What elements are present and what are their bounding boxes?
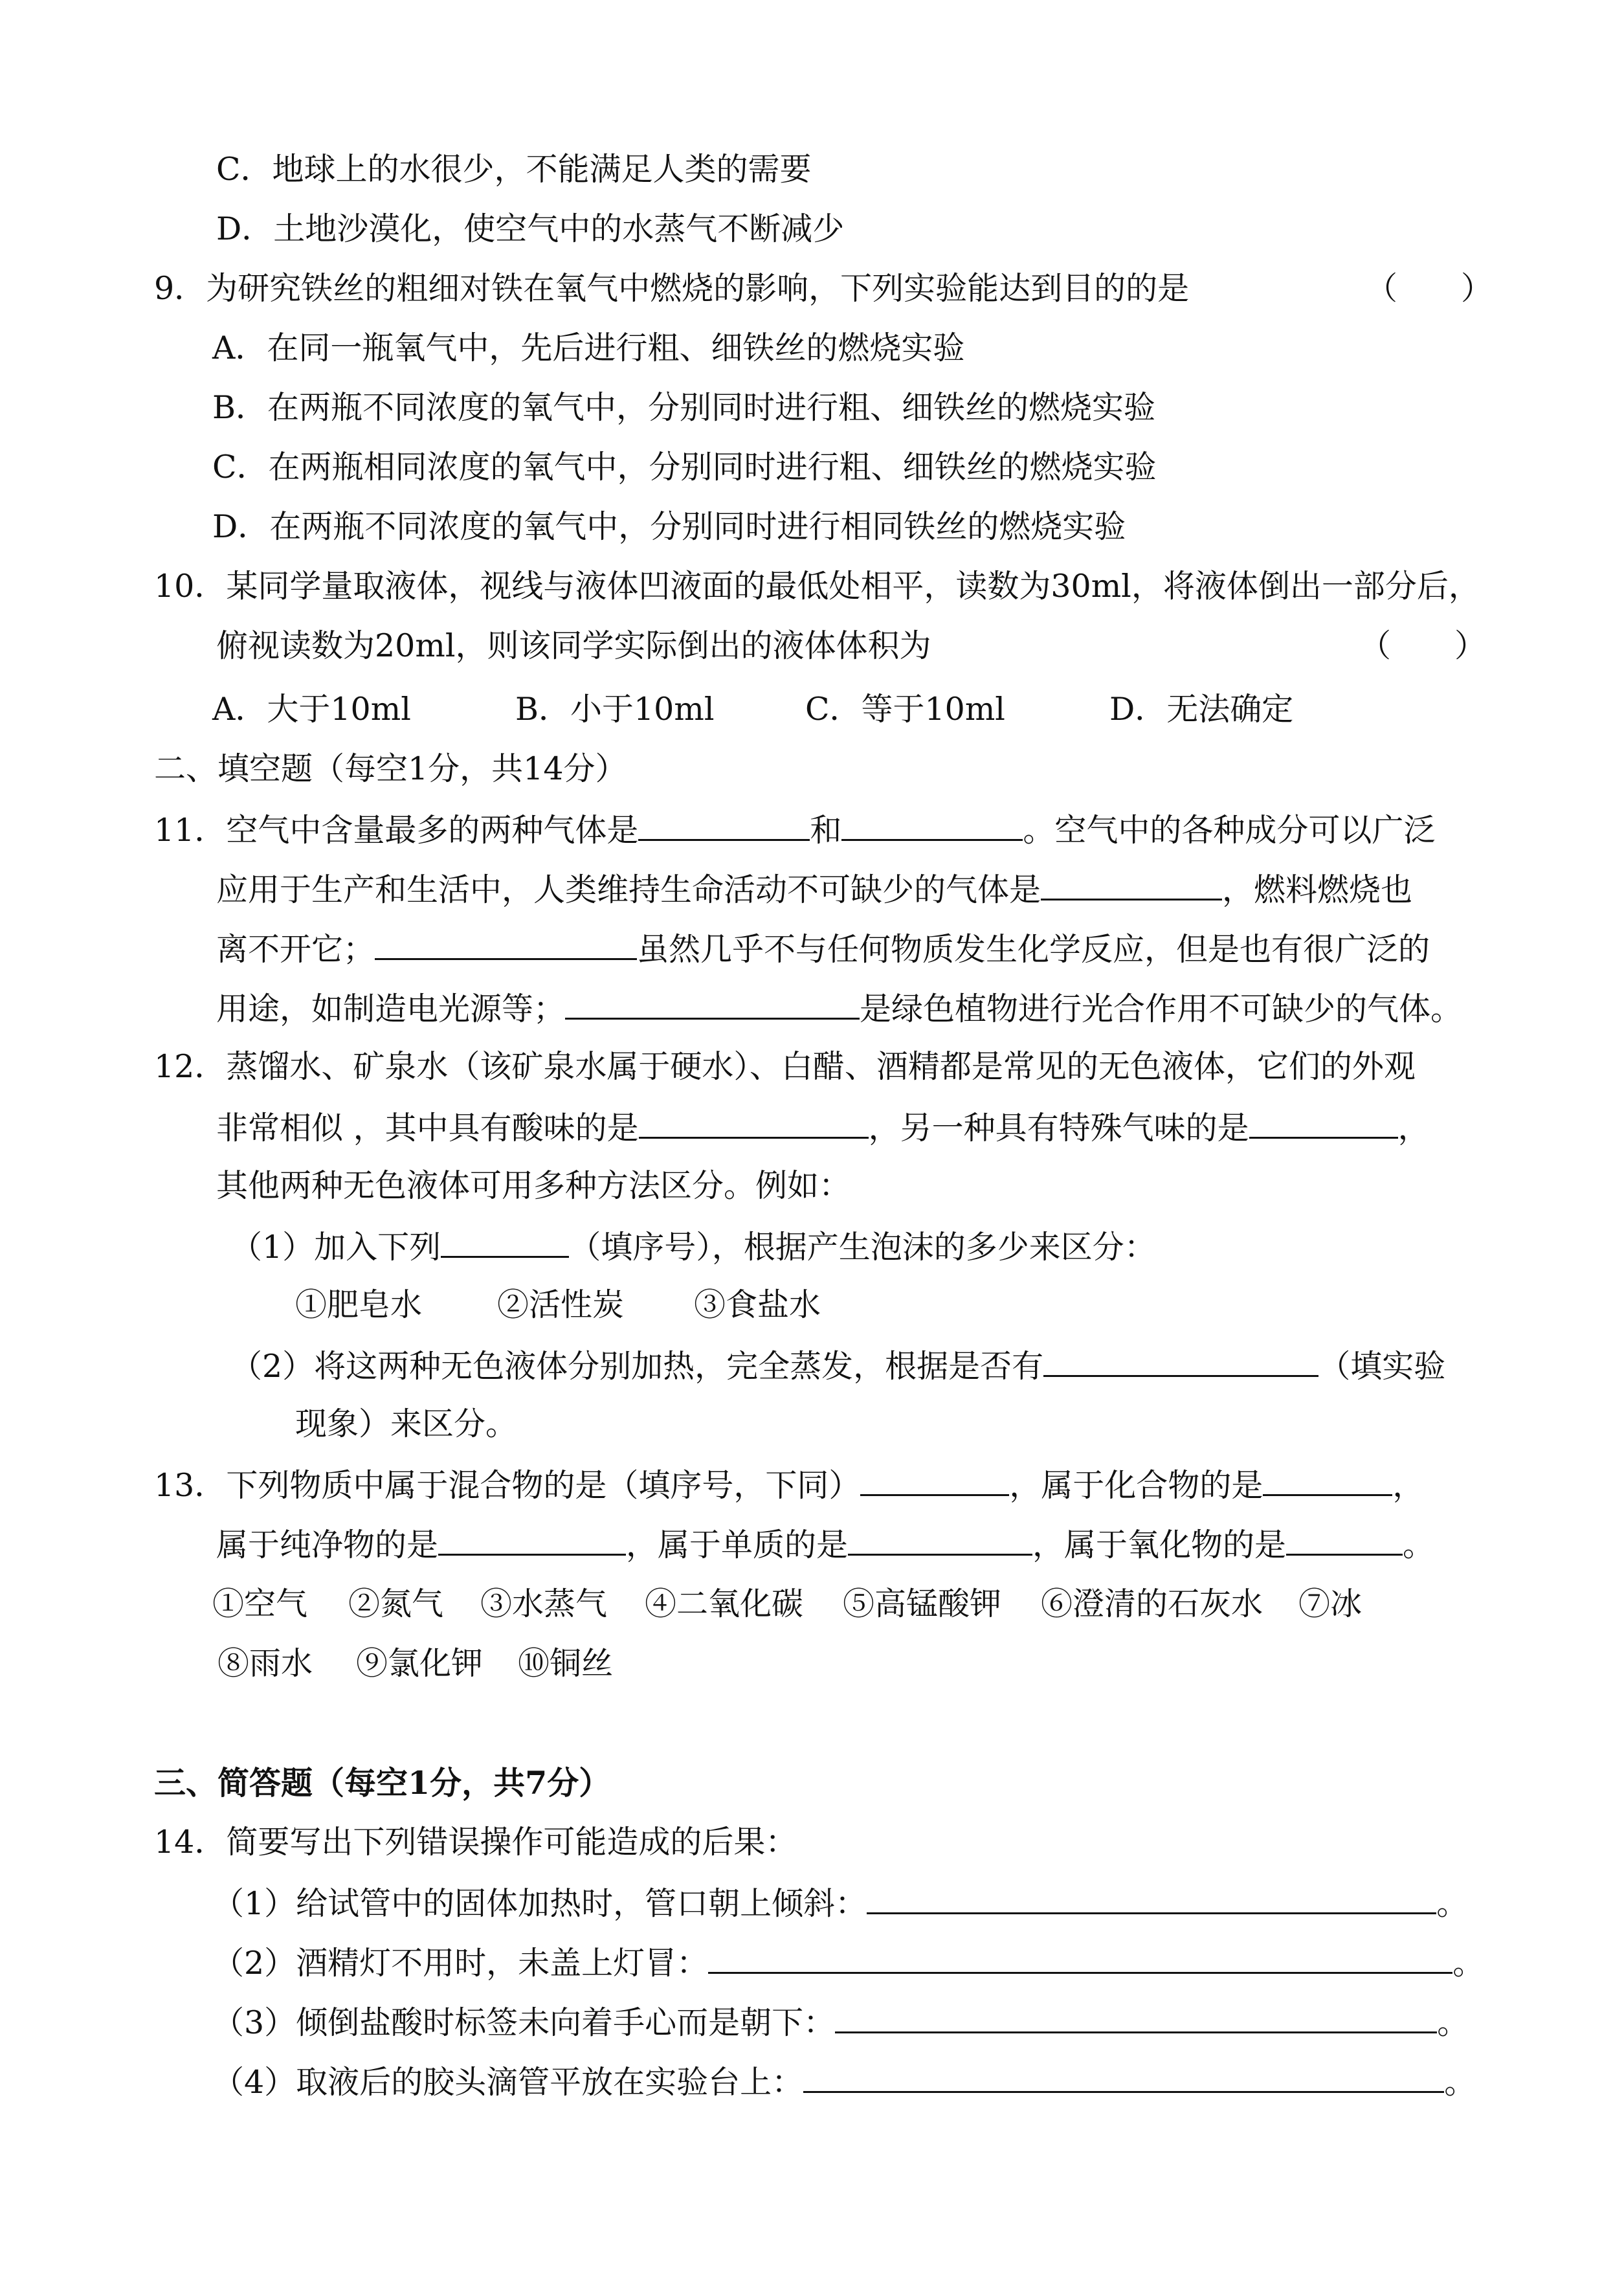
q12-blank-3[interactable]: [441, 1226, 569, 1258]
q11-blank-1[interactable]: [638, 809, 810, 841]
q11-text-3: 。空气中的各种成分可以广泛: [1023, 812, 1436, 849]
q12-text-2: 非常相似 ，其中具有酸味的是: [216, 1110, 639, 1146]
q11-line3: [216, 928, 1430, 969]
q11-blank-4[interactable]: [375, 928, 637, 960]
q14-sub3-text: （3）倾倒盐酸时标签未向着手心而是朝下：: [212, 2004, 836, 2041]
q12-text-3: ，另一种具有特殊气味的是: [868, 1110, 1249, 1146]
q9-option-a: A．在同一瓶氧气中，先后进行粗、细铁丝的燃烧实验: [212, 330, 965, 366]
q14-blank-3[interactable]: [835, 2002, 1437, 2033]
q12-option-3: ③食盐水: [694, 1286, 821, 1323]
q14-sub2-text: （2）酒精灯不用时，未盖上灯冒：: [212, 1945, 709, 1982]
section-2-title: 二、填空题（每空1分，共14分）: [154, 750, 627, 787]
q10-stem-line1: 10．某同学量取液体，视线与液体凹液面的最低处相平，读数为30ml，将液体倒出一部分后，: [154, 568, 1480, 605]
q10-answer-paren: （ ）: [1359, 627, 1487, 664]
q11-text-5: ，燃料燃烧也: [1222, 871, 1413, 908]
q13-blank-3[interactable]: [438, 1524, 626, 1556]
q13-line2: [216, 1524, 1434, 1565]
q12-sub1: [230, 1226, 1156, 1267]
q13-item-3: ③水蒸气: [480, 1585, 608, 1622]
q12-sub2: [230, 1345, 1445, 1386]
q11-line1: [154, 809, 1435, 850]
q13-blank-4[interactable]: [848, 1524, 1032, 1556]
q14-blank-1[interactable]: [867, 1883, 1436, 1914]
q14-sub2-end: 。: [1452, 1945, 1485, 1982]
q14-sub3: [212, 2002, 1469, 2042]
q11-line4: [216, 988, 1462, 1029]
q9-option-c: C．在两瓶相同浓度的氧气中，分别同时进行粗、细铁丝的燃烧实验: [212, 449, 1157, 486]
q9-option-d: D．在两瓶不同浓度的氧气中，分别同时进行相同铁丝的燃烧实验: [212, 508, 1126, 545]
q12-sub2-text-a: （2）将这两种无色液体分别加热，完全蒸发，根据是否有: [230, 1348, 1044, 1385]
q13-item-7: ⑦冰: [1298, 1585, 1363, 1622]
q13-text-4: 属于纯净物的是: [216, 1527, 439, 1563]
q13-item-9: ⑨氯化钾: [356, 1645, 484, 1682]
q13-item-1: ①空气: [212, 1585, 308, 1622]
q14-sub1-end: 。: [1436, 1885, 1469, 1922]
q13-text-7: 。: [1403, 1527, 1435, 1563]
q8-option-d: D．土地沙漠化，使空气中的水蒸气不断减少: [216, 210, 845, 247]
q11-text-1: 11．空气中含量最多的两种气体是: [154, 812, 639, 849]
q11-text-9: 是绿色植物进行光合作用不可缺少的气体。: [860, 990, 1463, 1027]
q12-line2: [216, 1107, 1430, 1148]
q10-stem-line2: 俯视读数为20ml，则该同学实际倒出的液体体积为: [216, 627, 931, 664]
q14-sub1-text: （1）给试管中的固体加热时，管口朝上倾斜：: [212, 1885, 867, 1922]
q13-item-5: ⑤高锰酸钾: [843, 1585, 1002, 1622]
q10-option-b: B．小于10ml: [515, 691, 715, 728]
q8-option-c: C．地球上的水很少，不能满足人类的需要: [216, 151, 812, 188]
q12-line3: 其他两种无色液体可用多种方法区分。例如：: [216, 1167, 851, 1204]
q11-line2: [216, 869, 1412, 910]
q13-item-2: ②氮气: [348, 1585, 444, 1622]
q13-text-2: ，属于化合物的是: [1009, 1467, 1263, 1504]
q11-text-6: 离不开它；: [216, 931, 375, 968]
q13-item-8: ⑧雨水: [217, 1645, 313, 1682]
q12-blank-4[interactable]: [1043, 1345, 1318, 1377]
q10-option-a: A．大于10ml: [212, 691, 411, 728]
q11-blank-5[interactable]: [565, 988, 860, 1020]
q9-option-b: B．在两瓶不同浓度的氧气中，分别同时进行粗、细铁丝的燃烧实验: [212, 389, 1156, 426]
q13-text-1: 13．下列物质中属于混合物的是（填序号，下同）: [154, 1467, 861, 1504]
q12-option-1: ①肥皂水: [295, 1286, 423, 1323]
q13-blank-2[interactable]: [1263, 1464, 1392, 1496]
q13-text-5: ，属于单质的是: [626, 1527, 849, 1563]
q9-stem: 9．为研究铁丝的粗细对铁在氧气中燃烧的影响，下列实验能达到目的的是: [154, 270, 1190, 307]
q11-text-2: 和: [810, 812, 842, 849]
q12-sub1-text-a: （1）加入下列: [230, 1229, 441, 1266]
q12-sub1-text-b: （填序号），根据产生泡沫的多少来区分：: [569, 1229, 1156, 1266]
q9-answer-paren: （ ）: [1366, 270, 1493, 307]
q14-stem: 14．简要写出下列错误操作可能造成的后果：: [154, 1824, 797, 1861]
q14-sub3-end: 。: [1437, 2004, 1469, 2041]
q11-blank-3[interactable]: [1041, 869, 1222, 900]
q10-option-d: D．无法确定: [1109, 691, 1294, 728]
q13-item-4: ④二氧化碳: [645, 1585, 804, 1622]
q11-text-8: 用途，如制造电光源等；: [216, 990, 566, 1027]
q11-text-4: 应用于生产和生活中，人类维持生命活动不可缺少的气体是: [216, 871, 1041, 908]
q13-blank-5[interactable]: [1286, 1524, 1403, 1556]
q14-sub4-end: 。: [1444, 2064, 1476, 2101]
q11-blank-2[interactable]: [841, 809, 1023, 841]
q12-blank-1[interactable]: [639, 1107, 869, 1139]
q12-sub2-text-b: （填实验: [1318, 1348, 1446, 1385]
q12-text-4: ，: [1397, 1110, 1430, 1146]
q14-sub4: [212, 2061, 1476, 2102]
q12-blank-2[interactable]: [1249, 1107, 1398, 1139]
q12-option-2: ②活性炭: [497, 1286, 625, 1323]
q13-text-3: ，: [1392, 1467, 1425, 1504]
q10-option-c: C．等于10ml: [805, 691, 1005, 728]
q14-blank-4[interactable]: [803, 2061, 1444, 2093]
q13-text-6: ，属于氧化物的是: [1032, 1527, 1287, 1563]
q12-line1: 12．蒸馏水、矿泉水（该矿泉水属于硬水）、白醋、酒精都是常见的无色液体，它们的外观: [154, 1048, 1416, 1085]
section-3-title: 三、简答题（每空1分，共7分）: [154, 1764, 611, 1802]
q13-item-6: ⑥澄清的石灰水: [1041, 1585, 1263, 1622]
q13-blank-1[interactable]: [860, 1464, 1009, 1496]
q11-text-7: 虽然几乎不与任何物质发生化学反应，但是也有很广泛的: [637, 931, 1430, 968]
q14-sub4-text: （4）取液后的胶头滴管平放在实验台上：: [212, 2064, 804, 2101]
q12-sub2-cont: 现象）来区分。: [295, 1405, 518, 1442]
q14-blank-2[interactable]: [708, 1942, 1452, 1974]
q14-sub1: [212, 1883, 1468, 1923]
q14-sub2: [212, 1942, 1484, 1983]
q13-line1: [154, 1464, 1424, 1505]
q13-item-10: ⑩铜丝: [518, 1645, 614, 1682]
